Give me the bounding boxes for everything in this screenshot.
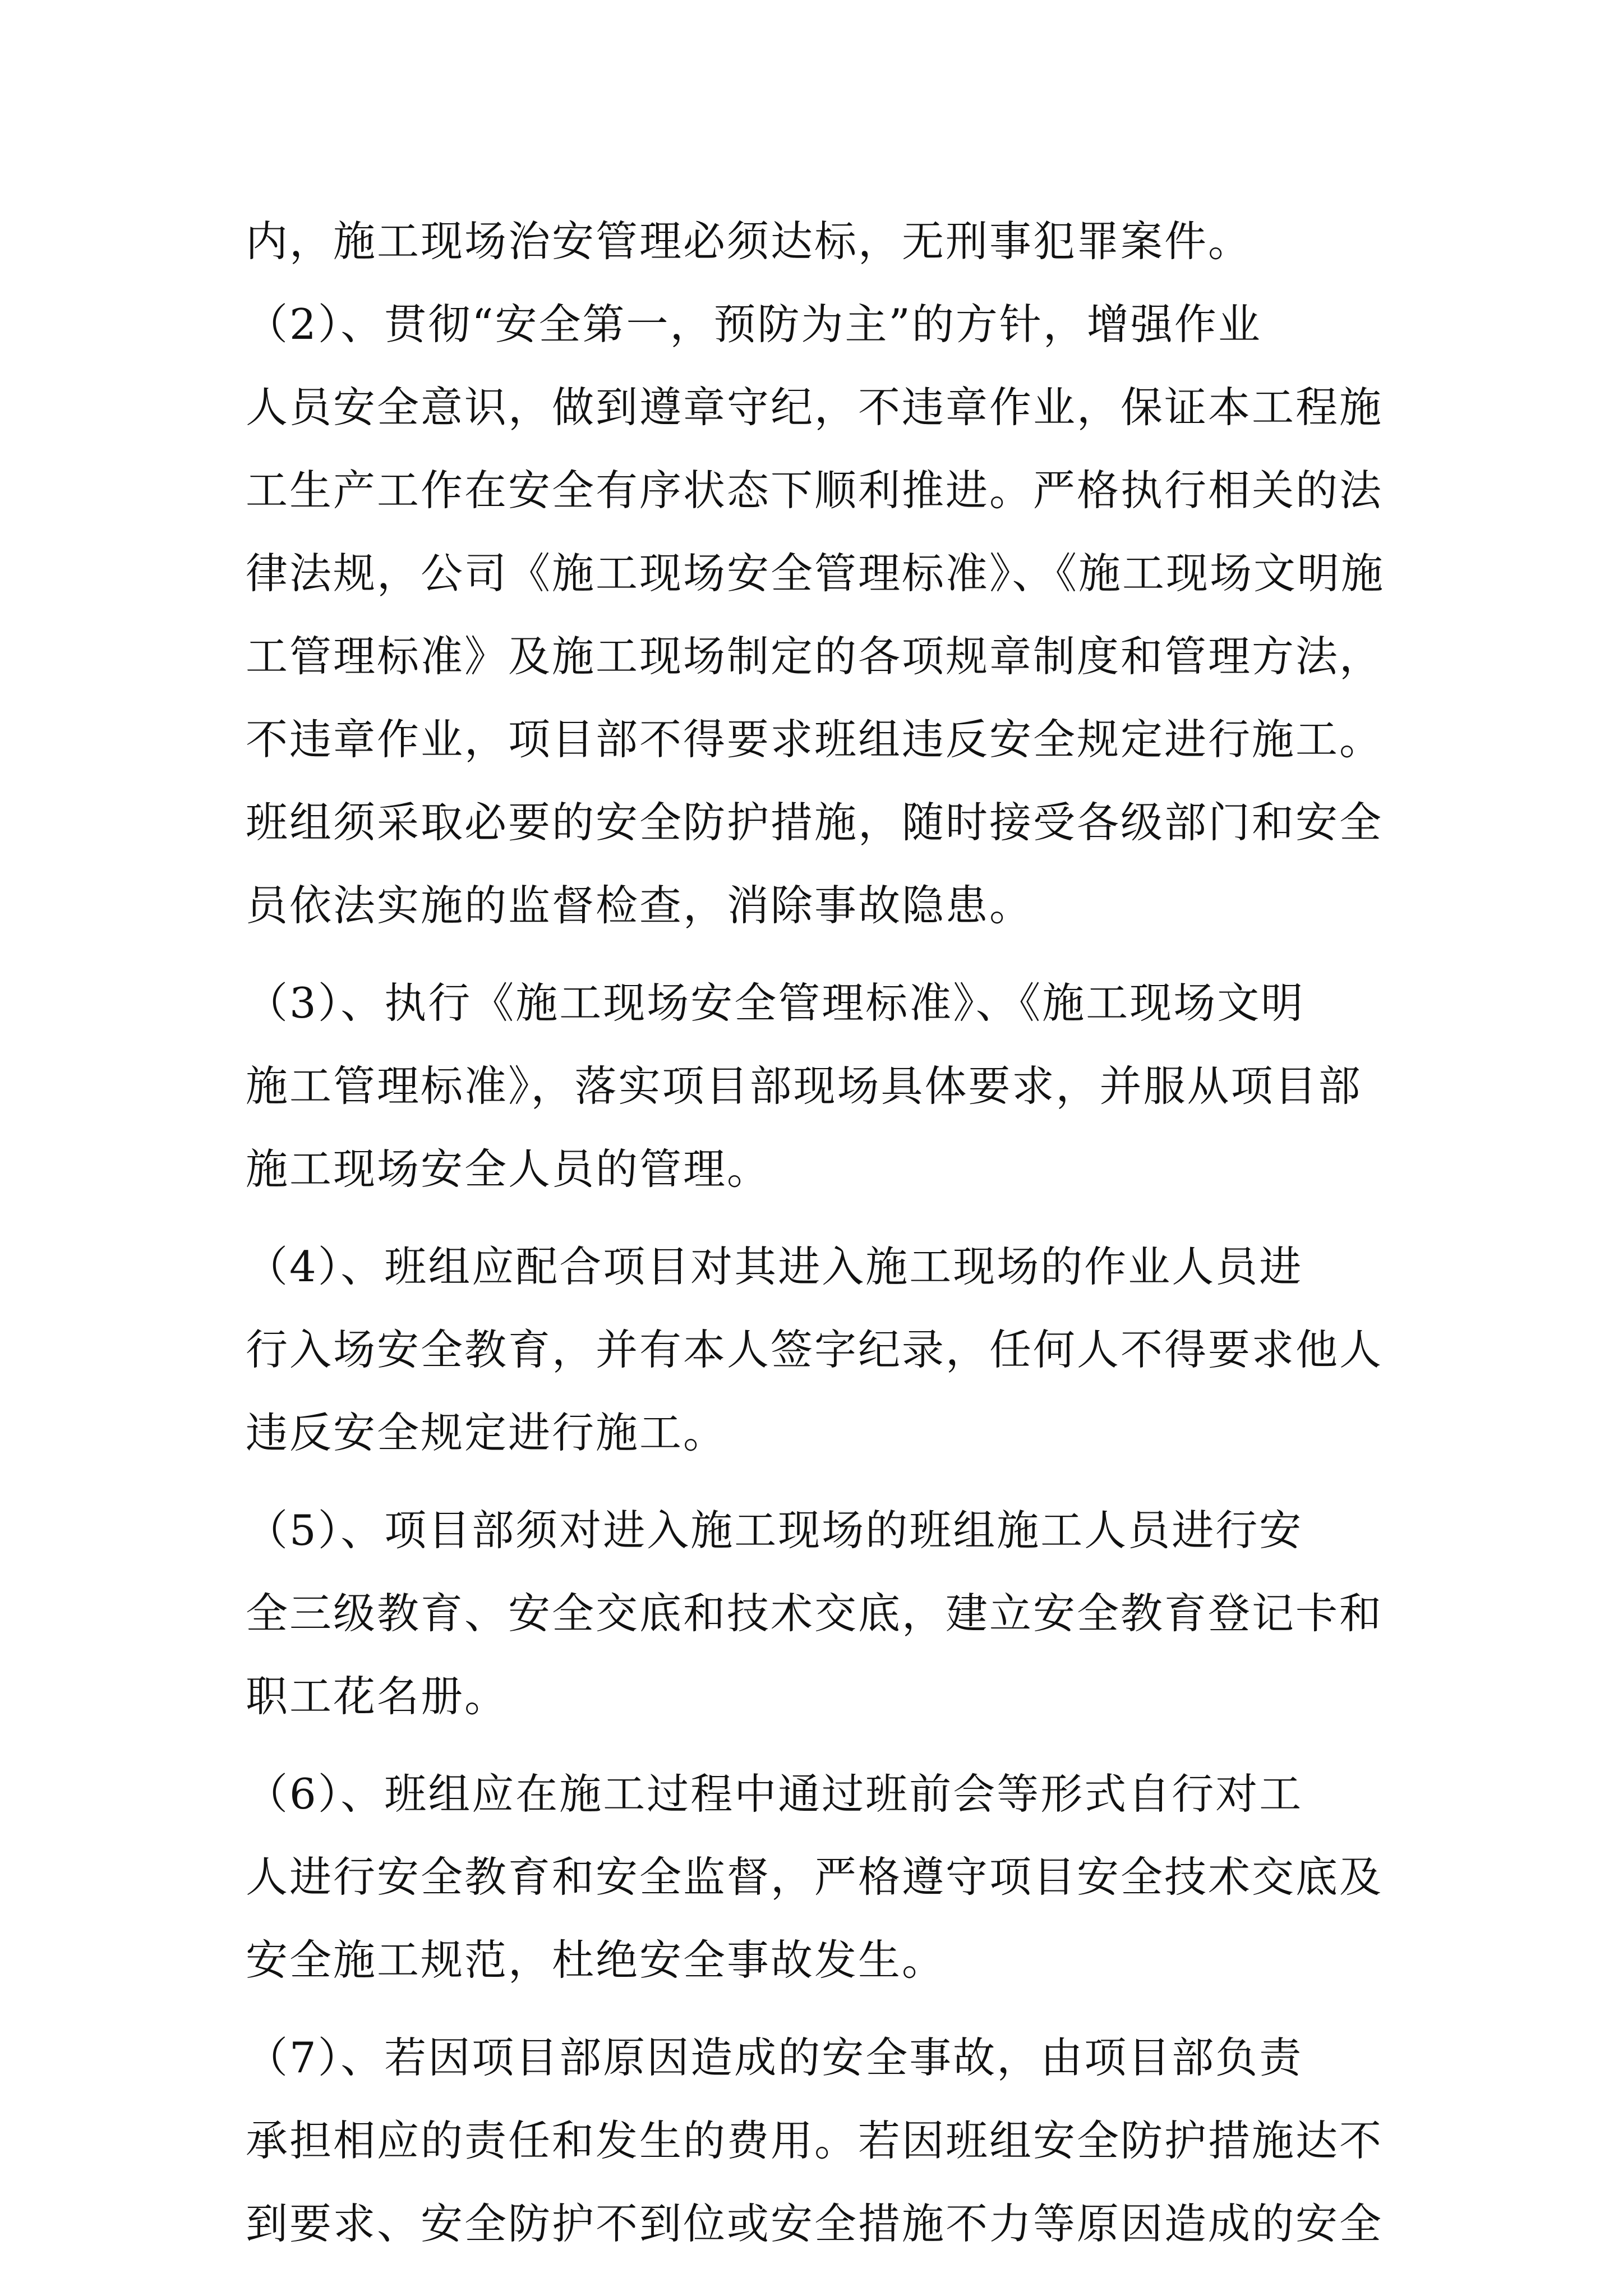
text-line: 施工管理标准》，落实项目部现场具体要求，并服从项目部 [246,1061,1362,1111]
text-line: 全三级教育、安全交底和技术交底，建立安全教育登记卡和 [246,1589,1384,1638]
text-line: 人进行安全教育和安全监督，严格遵守项目安全技术交底及 [246,1852,1384,1902]
text-line: 承担相应的责任和发生的费用。若因班组安全防护措施达不 [246,2116,1384,2165]
text-line: （4）、班组应配合项目对其进入施工现场的作业人员进 [246,1242,1303,1291]
paragraph-gap [246,947,1384,961]
text-line: 施工现场安全人员的管理。 [246,1144,771,1194]
text-line: 工管理标准》及施工现场制定的各项规章制度和管理方法， [246,632,1384,681]
paragraph-gap [246,1738,1384,1752]
document-body [246,200,1384,2265]
paragraph-gap [246,2001,1384,2016]
text-line: 内，施工现场治安管理必须达标，无刑事犯罪案件。 [246,217,1252,266]
text-line: 班组须采取必要的安全防护措施，随时接受各级部门和安全 [246,798,1384,847]
text-line: 工生产工作在安全有序状态下顺利推进。严格执行相关的法 [246,466,1384,515]
text-line: （6）、班组应在施工过程中通过班前会等形式自行对工 [246,1769,1303,1819]
text-line: 人员安全意识，做到遵章守纪，不违章作业，保证本工程施 [246,383,1384,432]
text-line: （5）、项目部须对进入施工现场的班组施工人员进行安 [246,1506,1303,1555]
text-line: （3）、执行《施工现场安全管理标准》、《施工现场文明 [246,978,1305,1028]
paragraph-gap [246,1474,1384,1489]
text-line: 不违章作业，项目部不得要求班组违反安全规定进行施工。 [246,715,1384,764]
text-line: 行入场安全教育，并有本人签字纪录，任何人不得要求他人 [246,1325,1384,1374]
text-line: （2）、贯彻“安全第一，预防为主”的方针，增强作业 [246,300,1262,349]
text-line: 职工花名册。 [246,1672,509,1721]
text-line: 员依法实施的监督检查，消除事故隐患。 [246,881,1034,930]
text-line: 违反安全规定进行施工。 [246,1408,727,1457]
text-line: 到要求、安全防护不到位或安全措施不力等原因造成的安全 [246,2199,1384,2248]
text-line: 安全施工规范，杜绝安全事故发生。 [246,1935,946,1985]
text-line: （7）、若因项目部原因造成的安全事故，由项目部负责 [246,2033,1303,2082]
paragraph-gap [246,1211,1384,1225]
text-line: 律法规，公司《施工现场安全管理标准》、《施工现场文明施 [246,549,1385,598]
